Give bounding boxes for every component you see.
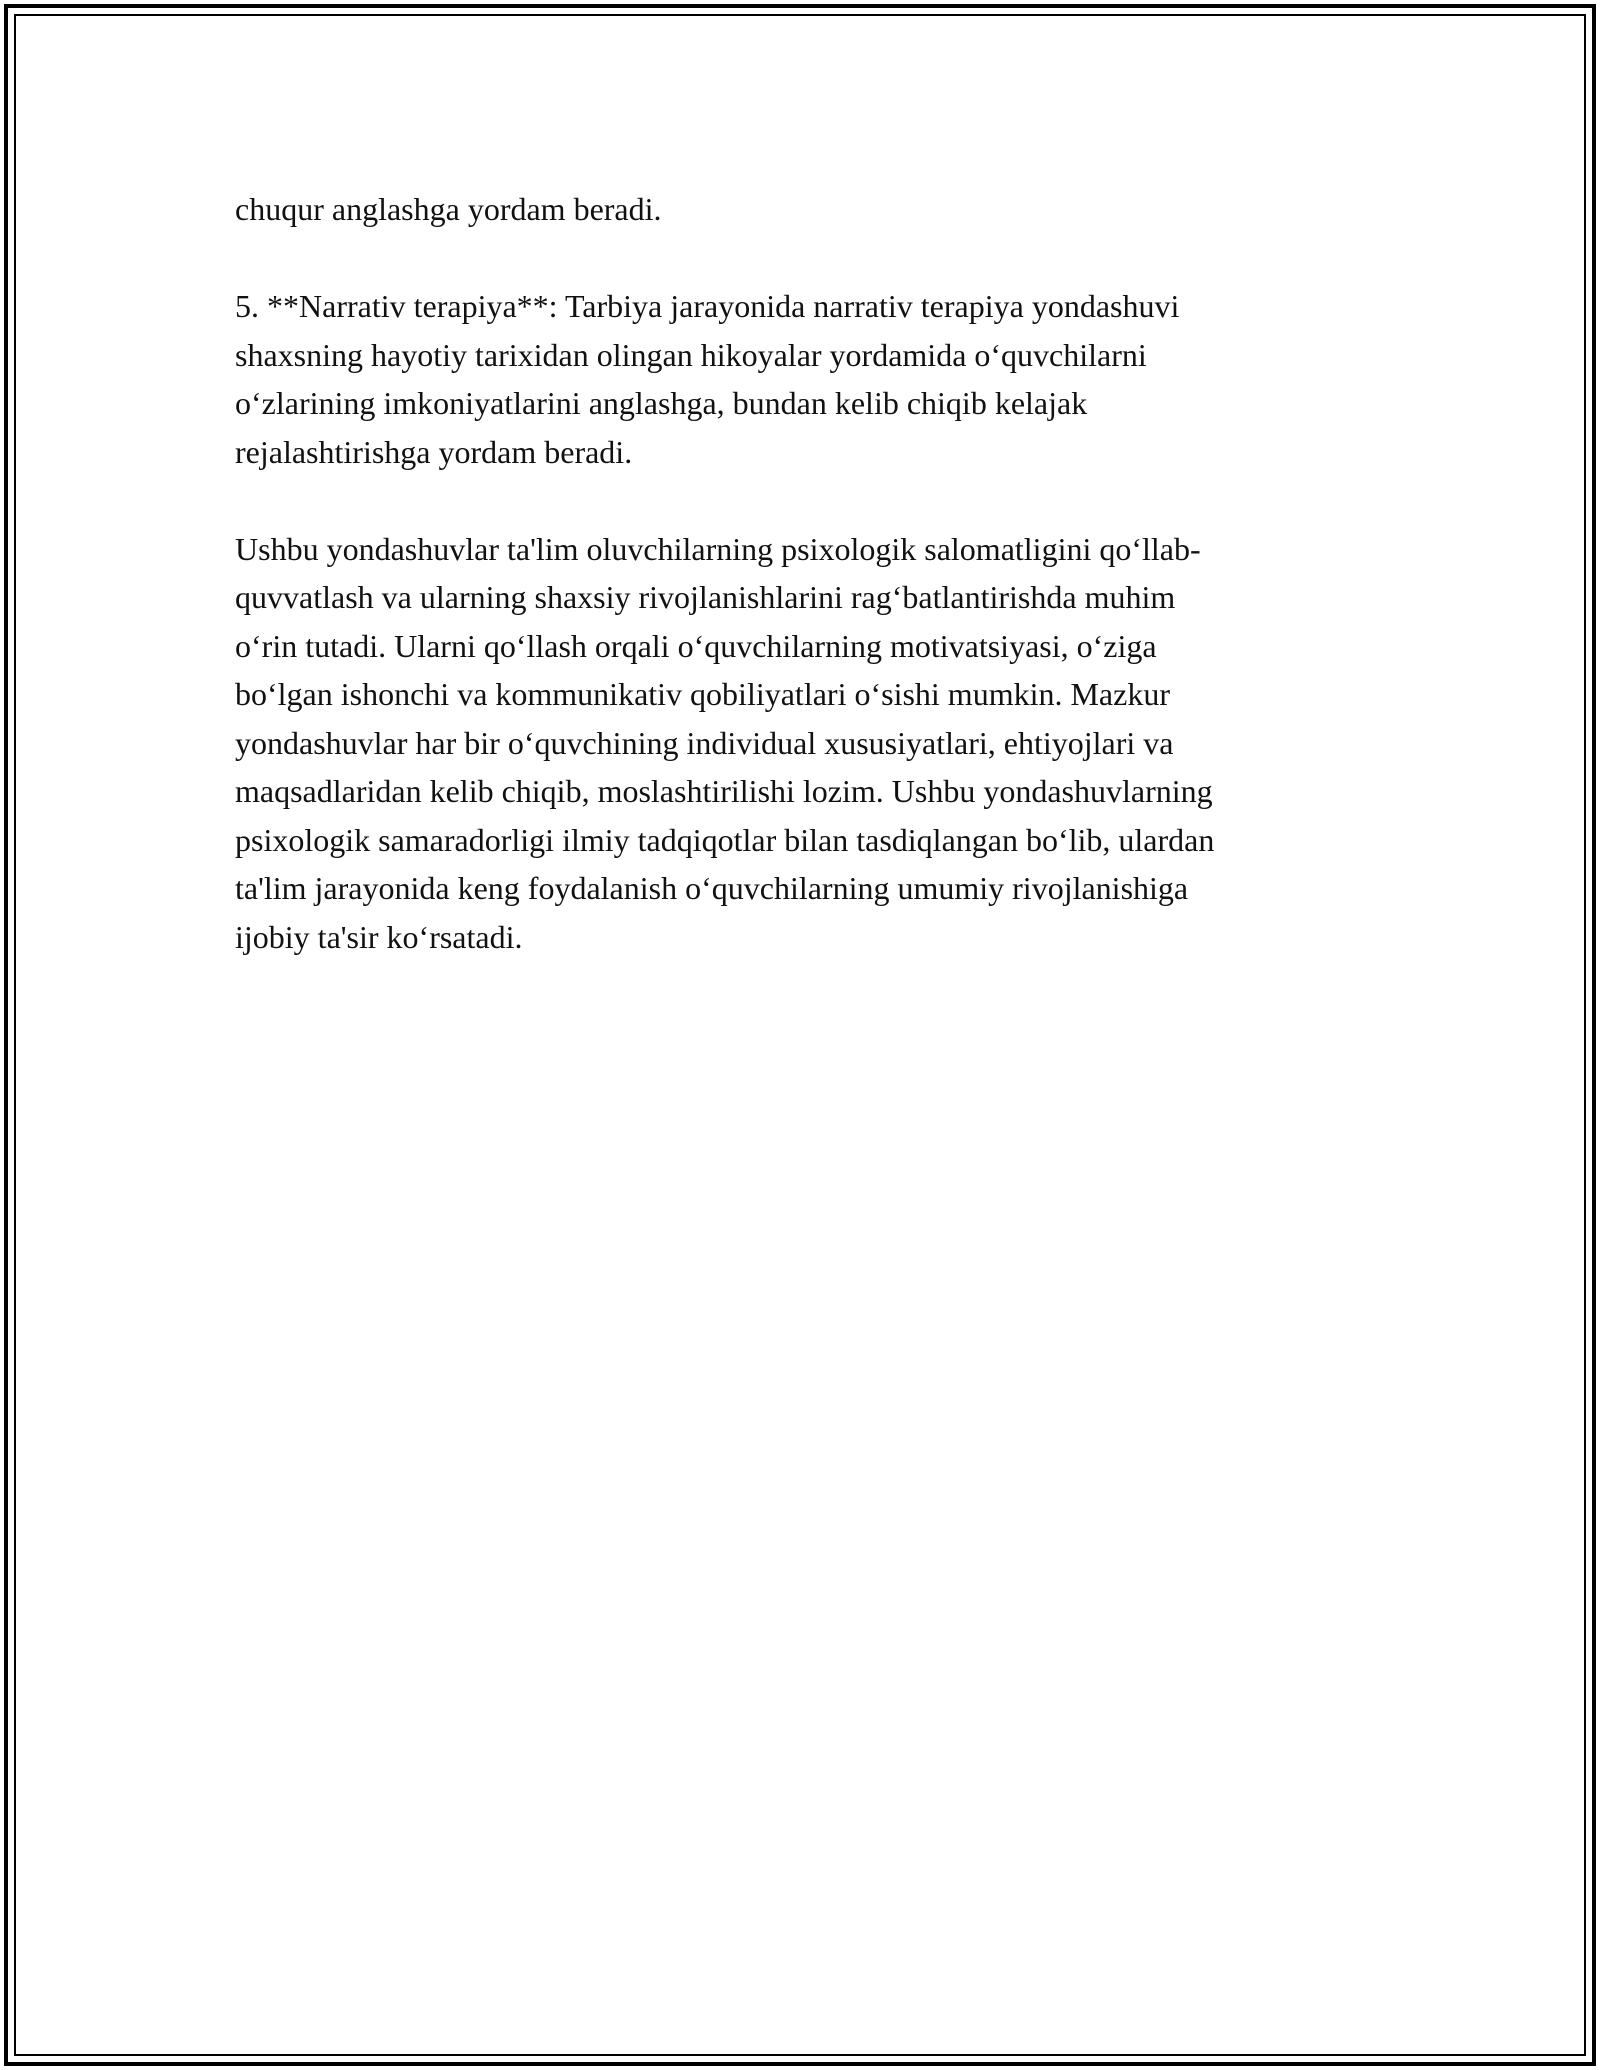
paragraph-continuation: chuqur anglashga yordam beradi. xyxy=(235,191,662,227)
document-body xyxy=(235,185,1370,1010)
paragraph-narrativ-terapiya: 5. **Narrativ terapiya**: Tarbiya jarayonida narrativ terapiya yondashuvi shaxsning hayotiy tarixidan olingan hikoyalar yordamida o‘quvchilarni o‘zlarining imkoniyatlarini anglashga, bundan kelib chiqib kelajak rejalashtirishga yordam beradi. xyxy=(235,288,1180,470)
paragraph-conclusion: Ushbu yondashuvlar ta'lim oluvchilarning psixologik salomatligini qo‘llab- quvvatlash va ularning shaxsiy rivojlanishlarini rag‘batlantirishda muhim o‘rin tutadi. Ularni qo‘llash orqali o‘quvchilarning motivatsiyasi, o‘ziga bo‘lgan ishonchi va kommunikativ qobiliyatlari o‘sishi mumkin. Mazkur yondashuvlar har bir o‘quvchining individual xususiyatlari, ehtiyojlari va maqsadlaridan kelib chiqib, moslashtirilishi lozim. Ushbu yondashuvlarning psixologik samaradorligi ilmiy tadqiqotlar bilan tasdiqlangan bo‘lib, ulardan ta'lim jarayonida keng foydalanish o‘quvchilarning umumiy rivojlanishiga ijobiy ta'sir ko‘rsatadi. xyxy=(235,530,1215,955)
